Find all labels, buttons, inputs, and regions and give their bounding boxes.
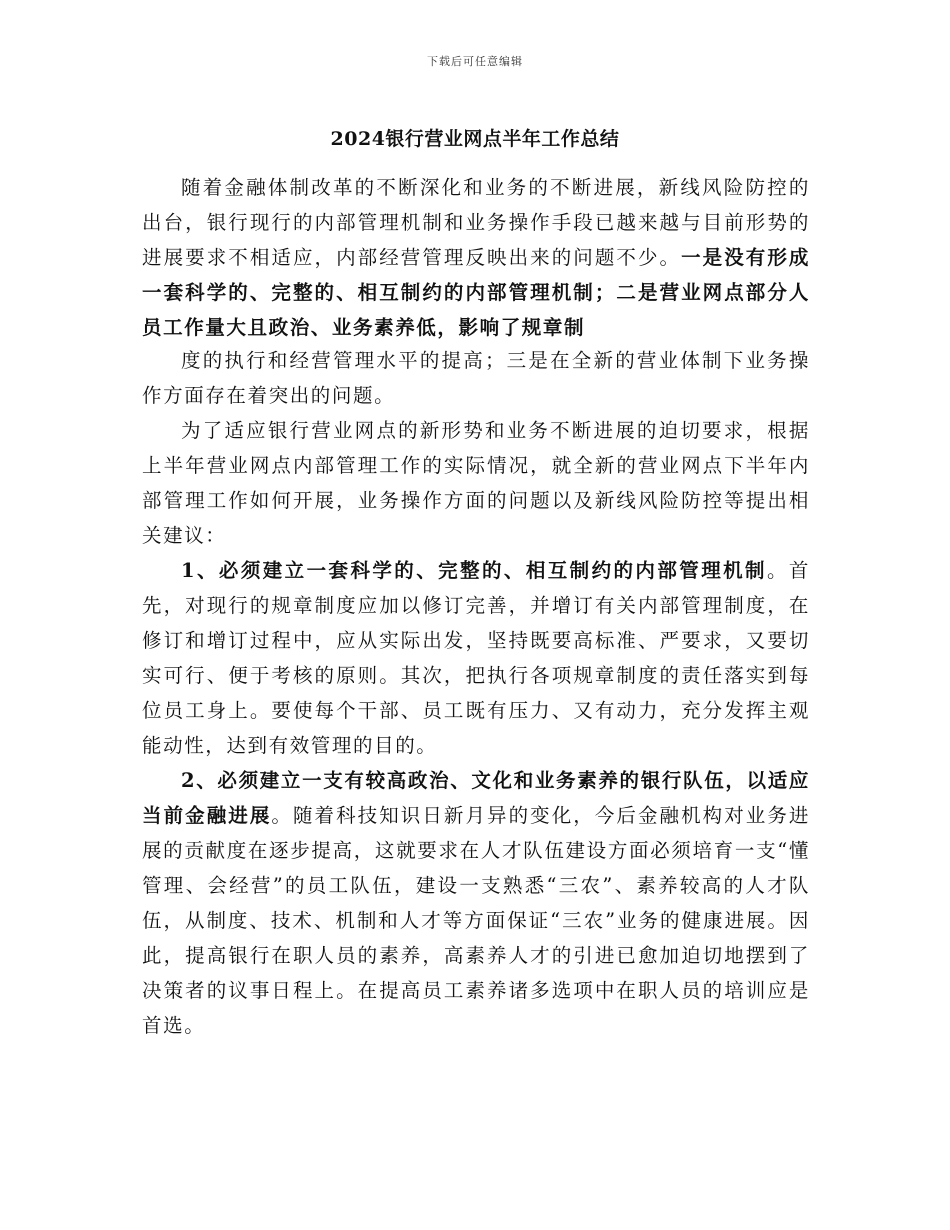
point-2-heading: 2、必须建立一支有较高政治、文化和业务素养的银行队伍，以适应当前金融进展 (142, 769, 810, 827)
document-title: 2024银行营业网点半年工作总结 (330, 128, 620, 150)
paragraph-intro-text: 随着金融体制改革的不断深化和业务的不断进展，新线风险防控的出台，银行现行的内部管理机制和业务操作手段已越来越与目前形势的进展要求不相适应，内部经营管理反映出来的问题不少。 (142, 176, 810, 269)
paragraph-continuation (142, 343, 810, 413)
paragraph-intro-bold: 一是没有形成一套科学的、完整的、相互制约的内部管理机制；二是营业网点部分人员工作量大且政治、业务素养低，影响了规章制 (142, 246, 810, 339)
paragraph-continuation-text: 度的执行和经营管理水平的提高；三是在全新的营业体制下业务操作方面存在着突出的问题。 (142, 349, 810, 407)
document-body (142, 170, 810, 1043)
page-header-note: 下载后可任意编辑 (427, 55, 523, 68)
paragraph-intro (142, 170, 810, 345)
paragraph-point-2 (142, 763, 810, 1043)
paragraph-purpose-text: 为了适应银行营业网点的新形势和业务不断进展的迫切要求，根据上半年营业网点内部管理工作的实际情况，就全新的营业网点下半年内部管理工作如何开展，业务操作方面的问题以及新线风险防控等提出相关建议： (142, 419, 810, 547)
point-1-heading: 1、必须建立一套科学的、完整的、相互制约的内部管理机制 (181, 559, 767, 582)
paragraph-purpose (142, 413, 810, 553)
point-1-text: 。首先，对现行的规章制度应加以修订完善，并增订有关内部管理制度，在修订和增订过程中，应从实际出发，坚持既要高标准、严要求，又要切实可行、便于考核的原则。其次，把执行各项规章制度的责任落实到每位员工身上。要使每个干部、员工既有压力、又有动力，充分发挥主观能动性，达到有效管理的目的。 (142, 559, 810, 757)
paragraph-point-1 (142, 553, 810, 763)
point-2-text: 。随着科技知识日新月异的变化，今后金融机构对业务进展的贡献度在逐步提高，这就要求在人才队伍建设方面必须培育一支“懂管理、会经营”的员工队伍，建设一支熟悉“三农”、素养较高的人才队伍，从制度、技术、机制和人才等方面保证“三农”业务的健康进展。因此，提高银行在职人员的素养，高素养人才的引进已愈加迫切地摆到了决策者的议事日程上。在提高员工素养诸多选项中在职人员的培训应是首选。 (142, 804, 810, 1037)
